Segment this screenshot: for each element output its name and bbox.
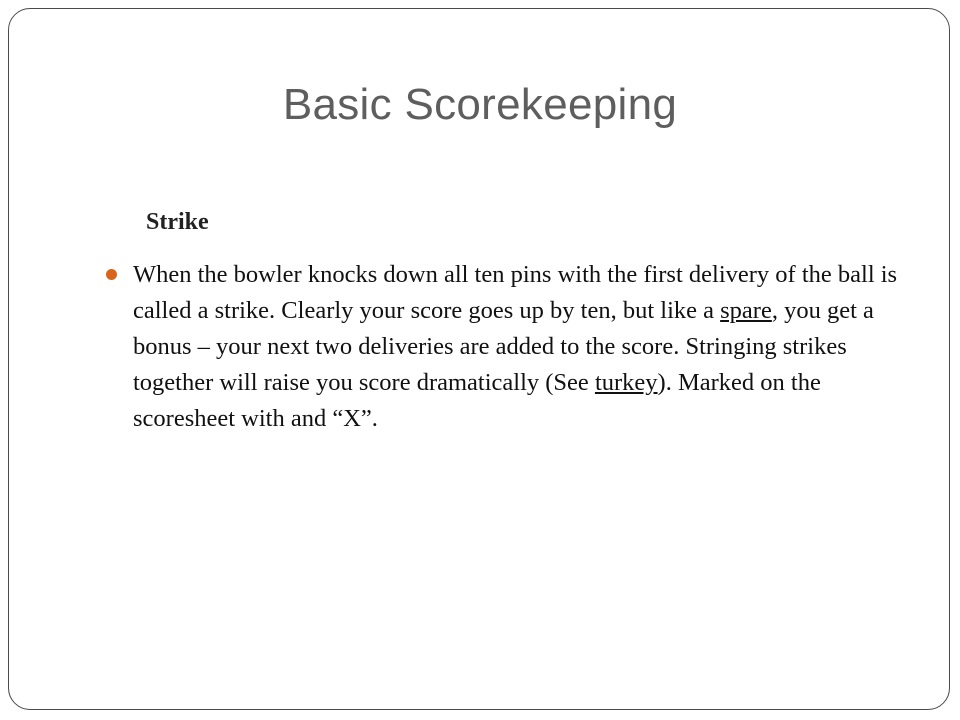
bullet-text-part-1: When the bowler knocks down all ten pins with the first delivery of the ball is called a strike. Clearly your score goes up by ten, but like a xyxy=(133,261,898,324)
spare-link[interactable]: spare xyxy=(720,297,772,324)
slide-title: Basic Scorekeeping xyxy=(282,80,678,129)
bullet-text-part-3: ). Marked on the scoresheet with and “X”. xyxy=(133,369,821,432)
section-heading: Strike xyxy=(146,209,209,235)
bullet-text xyxy=(133,257,923,437)
bullet-dot-icon xyxy=(106,269,117,280)
turkey-link[interactable]: turkey xyxy=(594,369,658,396)
bullet-text-part-2: , you get a bonus – your next two deliveries are added to the score. Stringing strikes together will raise you score dramatically (See xyxy=(133,297,874,396)
